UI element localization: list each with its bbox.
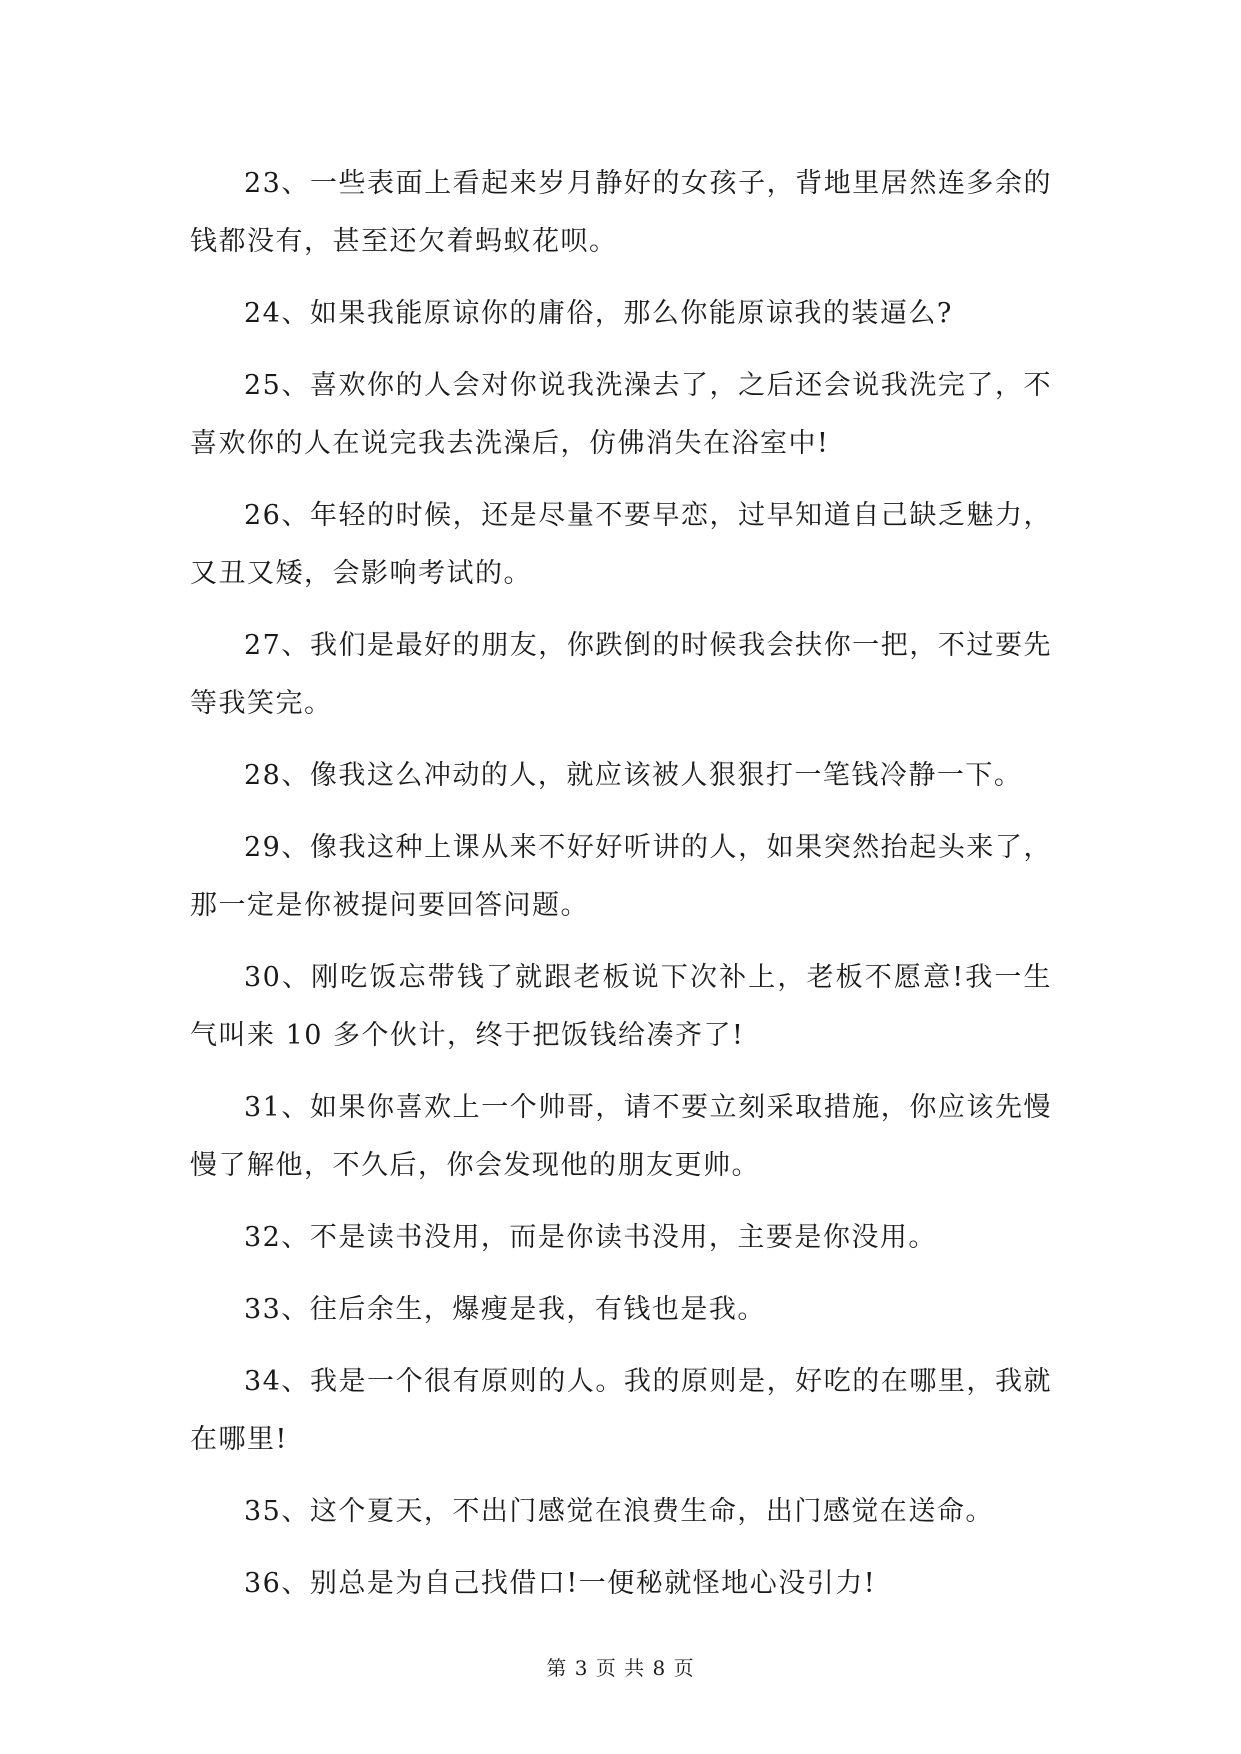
- paragraph-32: 32、不是读书没用，而是你读书没用，主要是你没用。: [244, 1222, 937, 1253]
- page-number-footer: 第 3 页 共 8 页: [546, 1656, 695, 1680]
- paragraph-34: 34、我是一个很有原则的人。我的原则是，好吃的在哪里，我就在哪里!: [190, 1366, 1052, 1455]
- paragraph-33: 33、往后余生，爆瘦是我，有钱也是我。: [244, 1294, 766, 1325]
- paragraph-25: 25、喜欢你的人会对你说我洗澡去了，之后还会说我洗完了，不喜欢你的人在说完我去洗澡后，仿佛消失在浴室中!: [190, 370, 1052, 459]
- paragraph-27: 27、我们是最好的朋友，你跌倒的时候我会扶你一把，不过要先等我笑完。: [190, 630, 1052, 719]
- paragraph-35: 35、这个夏天，不出门感觉在浪费生命，出门感觉在送命。: [244, 1496, 994, 1527]
- paragraph-30: 30、刚吃饭忘带钱了就跟老板说下次补上，老板不愿意!我一生气叫来 10 多个伙计，终于把饭钱给凑齐了!: [190, 962, 1052, 1051]
- paragraph-26: 26、年轻的时候，还是尽量不要早恋，过早知道自己缺乏魅力，又丑又矮，会影响考试的。: [190, 500, 1052, 589]
- document-body: [190, 155, 1052, 1627]
- paragraph-24: 24、如果我能原谅你的庸俗，那么你能原谅我的装逼么?: [244, 298, 953, 329]
- paragraph-29: 29、像我这种上课从来不好好听讲的人，如果突然抬起头来了，那一定是你被提问要回答问题。: [190, 832, 1052, 921]
- paragraph-31: 31、如果你喜欢上一个帅哥，请不要立刻采取措施，你应该先慢慢了解他，不久后，你会发现他的朋友更帅。: [190, 1092, 1052, 1181]
- paragraph-36: 36、别总是为自己找借口!一便秘就怪地心没引力!: [244, 1568, 877, 1599]
- paragraph-23: 23、一些表面上看起来岁月静好的女孩子，背地里居然连多余的钱都没有，甚至还欠着蚂蚁花呗。: [190, 168, 1052, 257]
- paragraph-28: 28、像我这么冲动的人，就应该被人狠狠打一笔钱冷静一下。: [244, 760, 1023, 791]
